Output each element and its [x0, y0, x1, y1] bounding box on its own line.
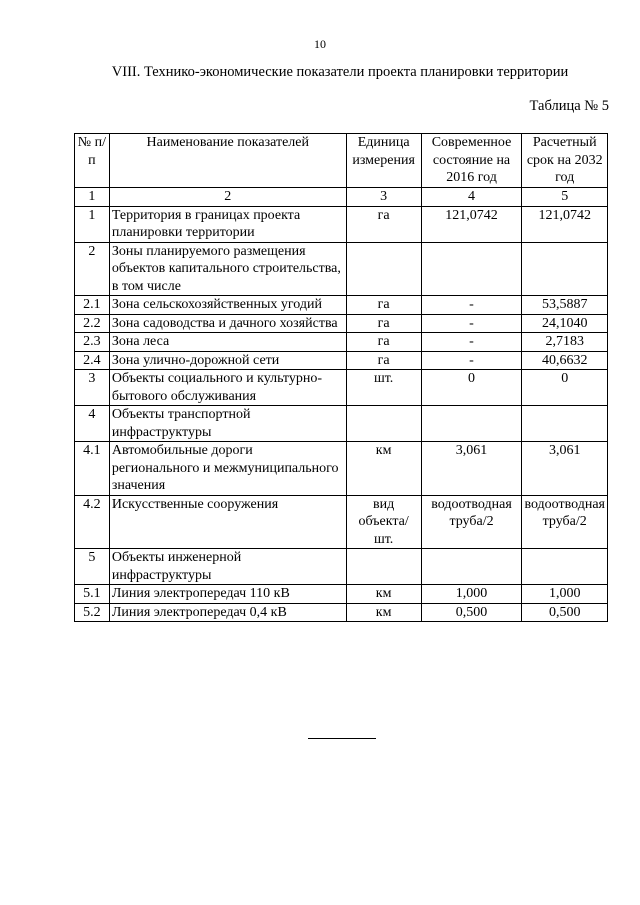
row-indicator-name: Зона улично-дорожной сети: [109, 351, 346, 370]
row-planned-value: [522, 549, 608, 585]
row-unit: вид объекта/ шт.: [346, 495, 421, 549]
row-number: 4.2: [75, 495, 110, 549]
table-row: [75, 370, 608, 406]
row-current-value: [421, 549, 522, 585]
row-unit: га: [346, 296, 421, 315]
row-current-value: 3,061: [421, 442, 522, 496]
row-indicator-name: Линия электропередач 110 кВ: [109, 585, 346, 604]
row-planned-value: [522, 242, 608, 296]
row-current-value: -: [421, 296, 522, 315]
row-number: 2: [75, 242, 110, 296]
row-current-value: [421, 406, 522, 442]
row-number: 2.2: [75, 314, 110, 333]
row-number: 1: [75, 206, 110, 242]
row-unit: [346, 549, 421, 585]
row-planned-value: 0,500: [522, 603, 608, 622]
row-planned-value: водоотводная труба/2: [522, 495, 608, 549]
row-planned-value: [522, 406, 608, 442]
row-unit: га: [346, 314, 421, 333]
row-planned-value: 3,061: [522, 442, 608, 496]
column-number: 4: [421, 188, 522, 207]
table-row: [75, 549, 608, 585]
header-indicator-name: Наименование показателей: [109, 134, 346, 188]
column-number-row: [75, 188, 608, 207]
row-current-value: 121,0742: [421, 206, 522, 242]
row-current-value: 1,000: [421, 585, 522, 604]
table-row: [75, 351, 608, 370]
row-number: 4: [75, 406, 110, 442]
table-row: [75, 585, 608, 604]
row-indicator-name: Территория в границах проекта планировки территории: [109, 206, 346, 242]
row-number: 5.1: [75, 585, 110, 604]
row-unit: [346, 242, 421, 296]
row-unit: шт.: [346, 370, 421, 406]
row-indicator-name: Зона садоводства и дачного хозяйства: [109, 314, 346, 333]
row-current-value: -: [421, 314, 522, 333]
row-number: 5: [75, 549, 110, 585]
table-row: [75, 495, 608, 549]
row-unit: га: [346, 333, 421, 352]
table-row: [75, 314, 608, 333]
page-number: 10: [314, 37, 326, 51]
row-current-value: 0,500: [421, 603, 522, 622]
row-unit: км: [346, 603, 421, 622]
column-number: 3: [346, 188, 421, 207]
row-unit: га: [346, 206, 421, 242]
row-unit: га: [346, 351, 421, 370]
table-row: [75, 442, 608, 496]
row-planned-value: 0: [522, 370, 608, 406]
row-indicator-name: Зона сельскохозяйственных угодий: [109, 296, 346, 315]
row-planned-value: 40,6632: [522, 351, 608, 370]
row-unit: км: [346, 585, 421, 604]
row-number: 2.1: [75, 296, 110, 315]
row-current-value: водоотводная труба/2: [421, 495, 522, 549]
row-indicator-name: Объекты транспортной инфраструктуры: [109, 406, 346, 442]
table-header-row: [75, 134, 608, 188]
table-label: Таблица № 5: [529, 98, 609, 114]
header-unit: Единица измерения: [346, 134, 421, 188]
row-planned-value: 121,0742: [522, 206, 608, 242]
row-number: 2.4: [75, 351, 110, 370]
row-planned-value: 24,1040: [522, 314, 608, 333]
row-indicator-name: Зона леса: [109, 333, 346, 352]
header-planned-term: Расчетный срок на 2032 год: [522, 134, 608, 188]
row-current-value: -: [421, 333, 522, 352]
header-number: № п/п: [75, 134, 110, 188]
column-number: 2: [109, 188, 346, 207]
row-number: 3: [75, 370, 110, 406]
column-number: 5: [522, 188, 608, 207]
section-title: VIII. Технико-экономические показатели проекта планировки территории: [111, 64, 569, 80]
table-row: [75, 296, 608, 315]
row-indicator-name: Линия электропередач 0,4 кВ: [109, 603, 346, 622]
row-planned-value: 53,5887: [522, 296, 608, 315]
row-current-value: 0: [421, 370, 522, 406]
table-row: [75, 206, 608, 242]
header-current-state: Современное состояние на 2016 год: [421, 134, 522, 188]
table-row: [75, 242, 608, 296]
row-indicator-name: Зоны планируемого размещения объектов капитального строительства, в том числе: [109, 242, 346, 296]
table-row: [75, 603, 608, 622]
row-current-value: -: [421, 351, 522, 370]
row-current-value: [421, 242, 522, 296]
row-indicator-name: Объекты социального и культурно-бытового обслуживания: [109, 370, 346, 406]
column-number: 1: [75, 188, 110, 207]
row-unit: км: [346, 442, 421, 496]
row-planned-value: 1,000: [522, 585, 608, 604]
row-planned-value: 2,7183: [522, 333, 608, 352]
row-indicator-name: Объекты инженерной инфраструктуры: [109, 549, 346, 585]
table-row: [75, 333, 608, 352]
row-number: 4.1: [75, 442, 110, 496]
row-number: 2.3: [75, 333, 110, 352]
row-unit: [346, 406, 421, 442]
row-indicator-name: Искусственные сооружения: [109, 495, 346, 549]
row-number: 5.2: [75, 603, 110, 622]
table-row: [75, 406, 608, 442]
footer-rule: [308, 738, 376, 739]
row-indicator-name: Автомобильные дороги регионального и межмуниципального значения: [109, 442, 346, 496]
indicators-table: [74, 133, 608, 622]
